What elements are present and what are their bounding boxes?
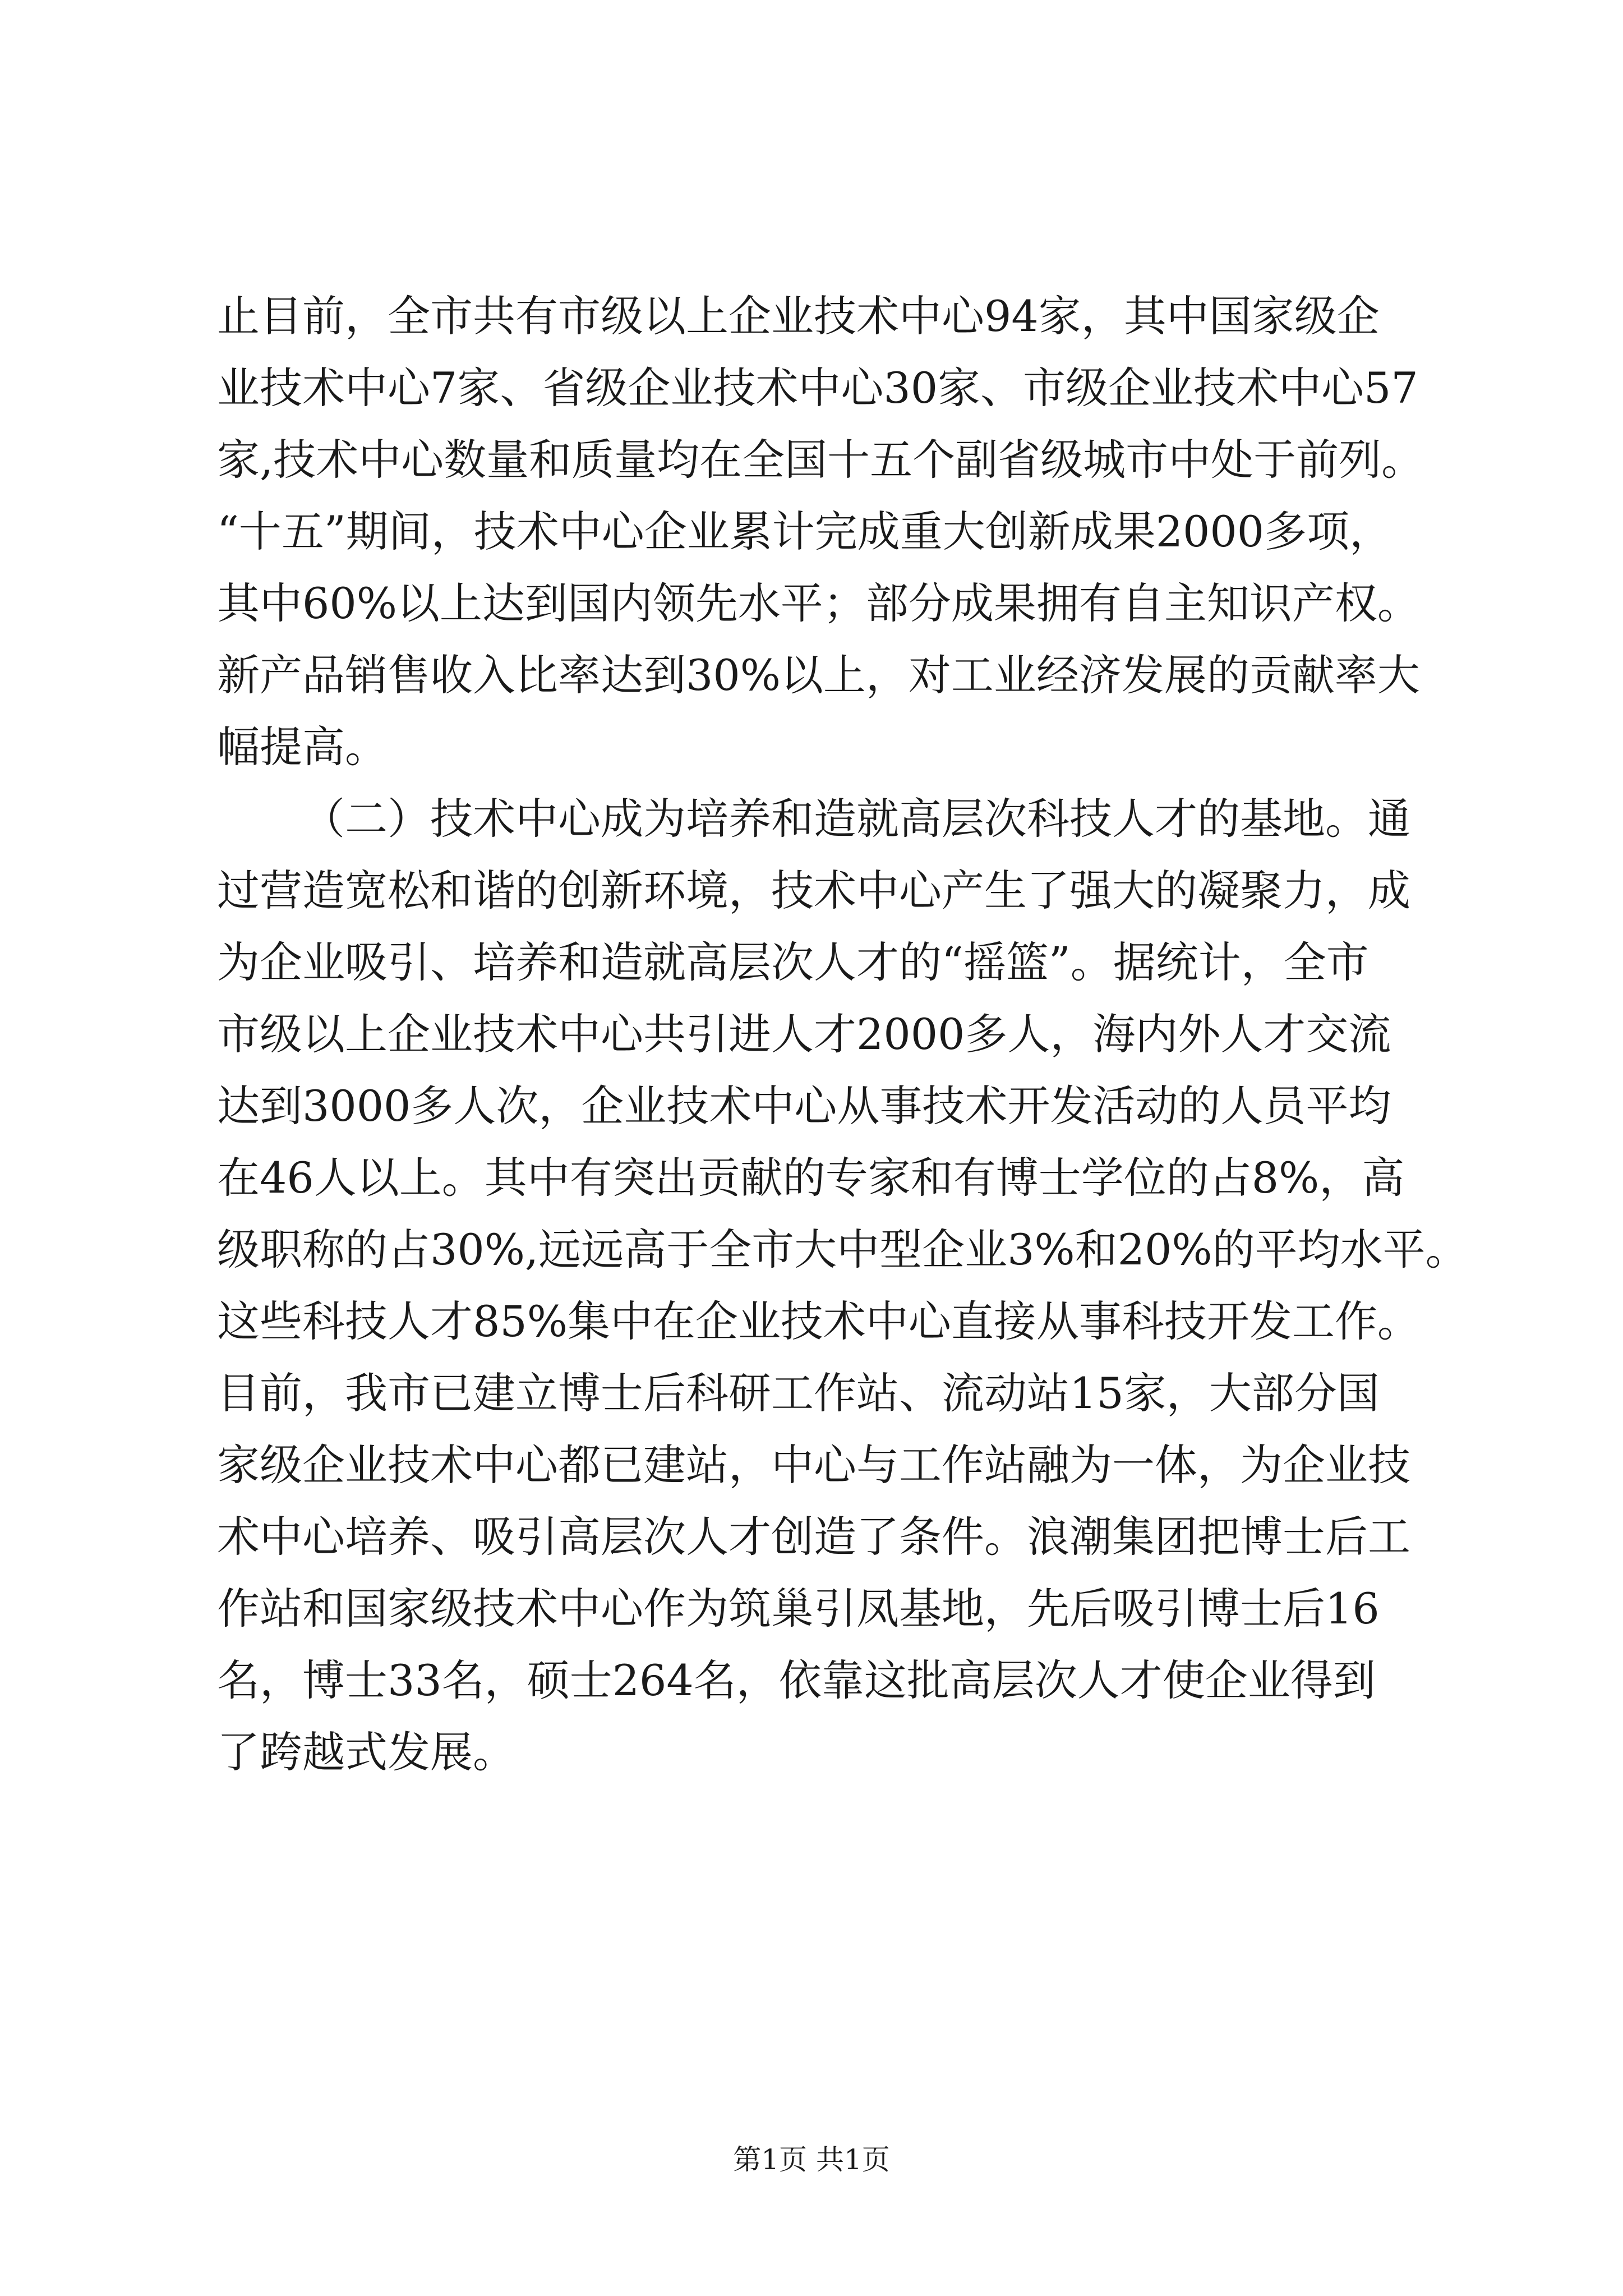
- text-line: 其中60%以上达到国内领先水平；部分成果拥有自主知识产权。: [217, 578, 1420, 628]
- text-line: 幅提高。: [217, 722, 388, 772]
- text-line: 为企业吸引、培养和造就高层次人才的“摇篮”。据统计，全市: [217, 937, 1369, 987]
- text-line: 家级企业技术中心都已建站，中心与工作站融为一体，为企业技: [217, 1440, 1410, 1490]
- text-line: 这些科技人才85%集中在企业技术中心直接从事科技开发工作。: [217, 1296, 1420, 1346]
- text-line: 目前，我市已建立博士后科研工作站、流动站15家，大部分国: [217, 1368, 1380, 1418]
- text-line: 市级以上企业技术中心共引进人才2000多人，海内外人才交流: [217, 1009, 1391, 1059]
- text-line: 作站和国家级技术中心作为筑巢引凤基地，先后吸引博士后16: [217, 1584, 1380, 1634]
- text-line: 了跨越式发展。: [217, 1727, 515, 1777]
- section-heading-line: （二）技术中心成为培养和造就高层次科技人才的基地。通: [302, 794, 1410, 844]
- text-line: 术中心培养、吸引高层次人才创造了条件。浪潮集团把博士后工: [217, 1512, 1410, 1562]
- text-line: 止目前，全市共有市级以上企业技术中心94家，其中国家级企: [217, 291, 1380, 341]
- page-number-footer: 第1页 共1页: [733, 2143, 890, 2176]
- text-line: 在46人以上。其中有突出贡献的专家和有博士学位的占8%，高: [217, 1153, 1405, 1203]
- text-line: 级职称的占30%,远远高于全市大中型企业3%和20%的平均水平。: [217, 1225, 1468, 1274]
- text-line: 家,技术中心数量和质量均在全国十五个副省级城市中处于前列。: [217, 435, 1424, 485]
- text-line: 名，博士33名，硕士264名，依靠这批高层次人才使企业得到: [217, 1655, 1376, 1705]
- text-line: 过营造宽松和谐的创新环境，技术中心产生了强大的凝聚力，成: [217, 866, 1410, 915]
- text-line: “十五”期间，技术中心企业累计完成重大创新成果2000多项，: [217, 507, 1393, 556]
- text-line: 新产品销售收入比率达到30%以上，对工业经济发展的贡献率大: [217, 650, 1420, 700]
- text-line: 业技术中心7家、省级企业技术中心30家、市级企业技术中心57: [217, 363, 1418, 413]
- text-line: 达到3000多人次，企业技术中心从事技术开发活动的人员平均: [217, 1081, 1391, 1131]
- body-text: [217, 280, 1468, 1788]
